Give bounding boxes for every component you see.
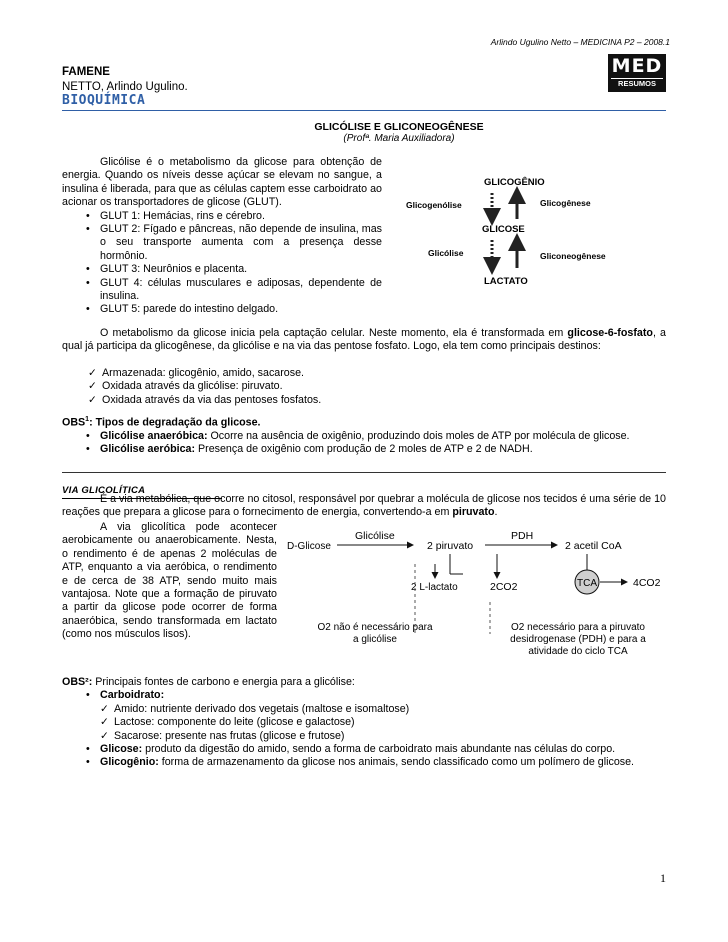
obs1-item	[100, 443, 666, 456]
obs1-title-text: : Tipos de degradação da glicose.	[89, 416, 261, 429]
via-paragraph-2: A via glicolítica pode acontecer aerobicamente ou anaerobicamente. Nesta, o rendimento é de apenas 2 moléculas de ATP, enquanto a via aeróbica, o rendimento e de cerca de 38 ATP, sendo muito mais vantajosa. Note que a formação de piruvato a partir da glicose pode ocorrer de forma anaeróbica, sendo transformada em lactato (como nos músculos lisos).	[62, 521, 277, 641]
author: NETTO, Arlindo Ugulino.	[62, 81, 188, 93]
glut-item: • GLUT 4: células musculares e adiposas, dependente de insulina.	[100, 277, 382, 304]
lactato-label: LACTATO	[484, 276, 528, 287]
header-rule	[62, 110, 666, 111]
obs1-item-term: Glicólise aeróbica:	[100, 443, 196, 456]
obs1-block	[62, 413, 666, 457]
metabolism-paragraph	[62, 327, 666, 354]
glicose-text: produto da digestão do amido, sendo a forma de carboidrato mais abundante nas células do corpo.	[142, 743, 616, 756]
glicose-6-fosfato-term: glicose-6-fosfato	[567, 327, 653, 339]
obs2-item-glicose	[100, 743, 682, 756]
subject-title: BIOQUÍMICA	[62, 93, 146, 108]
via-heading: VIA GLICOLÍTICA	[62, 485, 146, 496]
running-header: Arlindo Ugulino Netto – MEDICINA P2 – 2008.1	[490, 37, 670, 47]
co2b-label: 4CO2	[633, 577, 661, 589]
glicose-label: GLICOSE	[482, 224, 525, 235]
obs1-item-text: Presença de oxigênio com produção de 2 moles de ATP e 2 de NADH.	[195, 443, 533, 456]
destino-item: ✓ Oxidada através da via das pentoses fosfatos.	[102, 394, 662, 407]
note1-box	[315, 622, 435, 654]
glut-item: • GLUT 5: parede do intestino delgado.	[100, 303, 382, 316]
glut-item: • GLUT 3: Neurônios e placenta.	[100, 263, 382, 276]
obs2-item-glicogenio	[100, 756, 682, 769]
metabolism-text-1: O metabolismo da glicose inicia pela captação celular. Neste momento, ela é transformada em	[100, 327, 568, 339]
logo-text-top: MED	[611, 55, 663, 77]
carboidrato-item: ✓ Lactose: componente do leite (glicose e galactose)	[114, 716, 682, 729]
obs1-item	[100, 430, 666, 443]
glicogenolise-label: Glicogenólise	[406, 200, 462, 210]
glut-item: • GLUT 1: Hemácias, rins e cérebro.	[100, 210, 382, 223]
via-paragraph-1	[62, 493, 666, 520]
via-text-1-end: .	[494, 506, 498, 519]
carboidrato-list	[100, 703, 682, 743]
glycolysis-pathway-diagram	[285, 522, 666, 662]
glut-item: • GLUT 2: Fígado e pâncreas, não depende de insulina, mas o seu transporte aumenta com a presença desse hormônio.	[100, 223, 382, 263]
via-text-1: É a via metabólica, que ocorre no citosol, responsável por quebrar a molécula de glicose nos tecidos é uma série de 10 reações que prepara a glicose para o fornecimento de energia, convertendo-a em	[62, 493, 666, 519]
glicogenio-term: Glicogênio:	[100, 756, 159, 769]
section-divider	[62, 472, 666, 473]
intro-block	[62, 156, 382, 317]
intro-paragraph: Glicólise é o metabolismo da glicose para obtenção de energia. Quando os níveis desse açúcar se elevam no sangue, a insulina é liberada, para que as células captem esse carboidrato ao acionar os transportadores de glicose (GLUT).	[62, 156, 382, 209]
logo-text-bottom: RESUMOS	[611, 78, 663, 89]
pdh-label: PDH	[511, 530, 534, 542]
page-number: 1	[660, 871, 666, 885]
obs2-block	[62, 676, 682, 770]
lactato-label: 2 L-lactato	[411, 582, 458, 593]
gliconeogenese-label: Gliconeogênese	[540, 251, 606, 261]
glut-list	[62, 210, 382, 317]
acetil-label: 2 acetil CoA	[565, 540, 622, 552]
medresumos-logo	[608, 54, 666, 92]
obs2-title-text: Principais fontes de carbono e energia para a glicólise:	[92, 676, 355, 688]
glicolise-label: Glicólise	[428, 248, 464, 258]
obs1-label: OBS	[62, 416, 86, 429]
glicolise-step-label: Glicólise	[355, 530, 395, 542]
glycogen-cycle-diagram	[400, 165, 630, 295]
carboidrato-item: ✓ Amido: nutriente derivado dos vegetais (maltose e isomaltose)	[114, 703, 682, 716]
obs1-sup: 1	[85, 416, 90, 423]
tca-label: TCA	[577, 578, 597, 589]
glicogenio-text: forma de armazenamento da glicose nos animais, sendo classificado como um polímero de glicose.	[158, 756, 635, 769]
obs1-item-text: Ocorre na ausência de oxigênio, produzindo dois moles de ATP por molécula de glicose.	[207, 429, 630, 442]
piruvato-label: 2 piruvato	[427, 540, 474, 552]
note2-text: O2 necessário para a piruvato desidrogenase (PDH) e para a atividade do ciclo TCA	[510, 622, 646, 657]
destino-item: ✓ Armazenada: glicogênio, amido, sacarose.	[102, 367, 662, 380]
institution: FAMENE	[62, 66, 110, 78]
obs1-list	[62, 430, 666, 457]
destinos-list	[62, 367, 662, 407]
piruvato-term: piruvato	[452, 506, 495, 519]
obs2-list	[62, 689, 682, 769]
obs2-item-carboidrato	[100, 689, 682, 743]
glicose-term: Glicose:	[100, 743, 143, 756]
glicogenio-label: GLICOGÊNIO	[484, 177, 545, 188]
obs1-title	[62, 413, 666, 430]
page-title: GLICÓLISE E GLICONEOGÊNESE	[314, 121, 484, 133]
obs2-title	[62, 676, 682, 689]
note2-box	[493, 622, 663, 662]
page-subtitle: (Profª. Maria Auxiliadora)	[343, 133, 455, 144]
destino-item: ✓ Oxidada através da glicólise: piruvato.	[102, 380, 662, 393]
metabolism-text-2: , a qual já participa da glicogênese, da glicólise e na via das pentose fosfato. Logo, ela tem como principais destinos:	[62, 327, 667, 353]
co2-label: 2CO2	[490, 581, 518, 593]
dglicose-label: D-Glicose	[287, 541, 331, 552]
carboidrato-item: ✓ Sacarose: presente nas frutas (glicose e frutose)	[114, 730, 682, 743]
carboidrato-term: Carboidrato:	[100, 689, 165, 702]
obs2-label: OBS²:	[62, 676, 93, 688]
obs1-item-term: Glicólise anaeróbica:	[100, 429, 208, 442]
glicogenese-label: Glicogênese	[540, 198, 591, 208]
note1-text: O2 não é necessário para a glicólise	[317, 622, 433, 645]
